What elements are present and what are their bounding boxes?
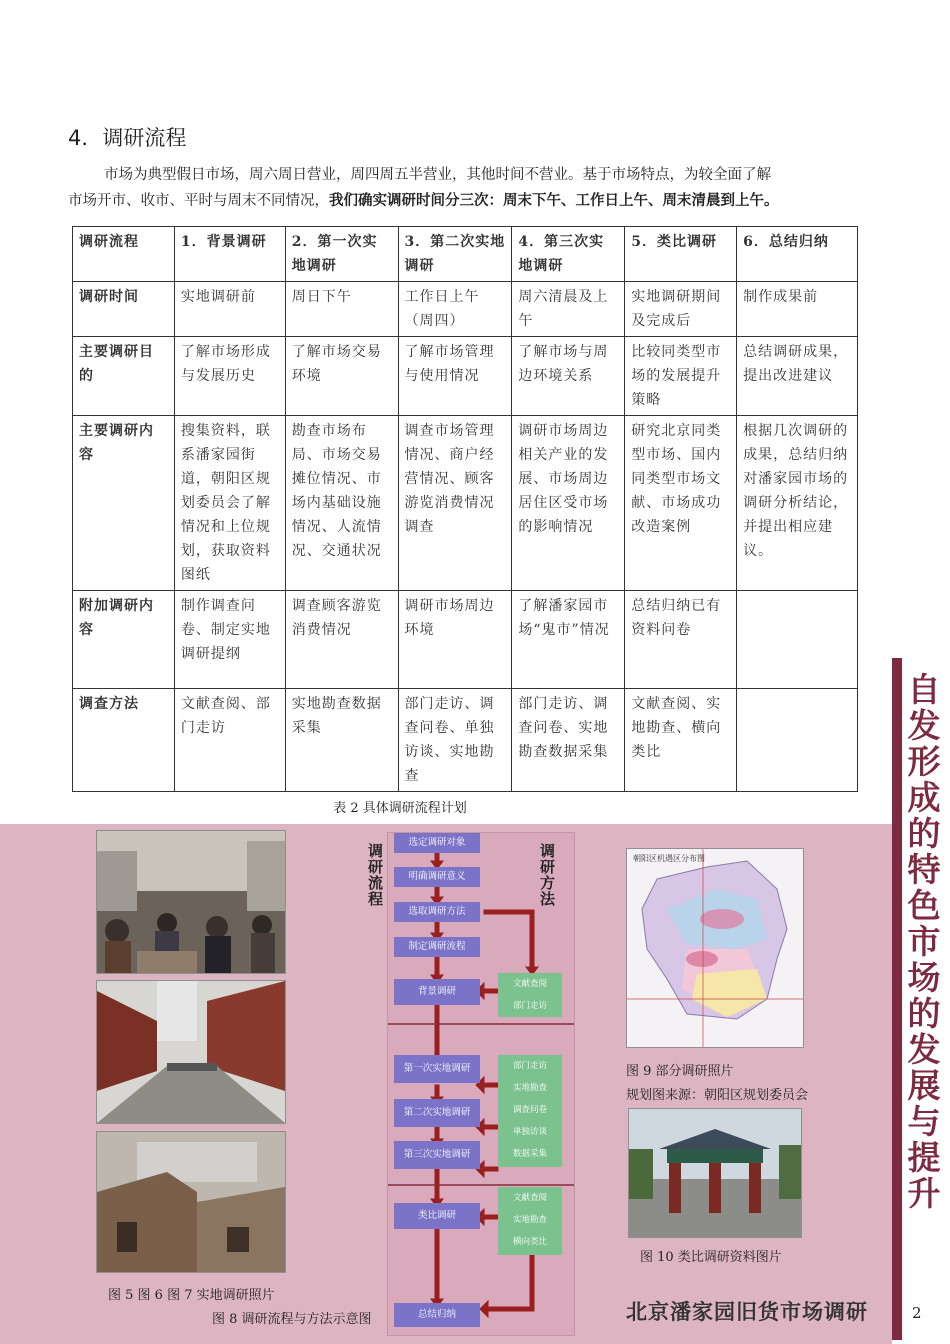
table-cell: 调研市场周边相关产业的发展、市场周边居住区受市场的影响情况 <box>512 416 625 591</box>
table-cell: 了解市场交易环境 <box>285 337 398 416</box>
flow-left-label: 调研流程 <box>368 842 384 908</box>
photo-market-crowd <box>96 830 286 974</box>
table-cell: 周日下午 <box>285 282 398 337</box>
row-label: 主要调研内容 <box>73 416 175 591</box>
flow-step-clarify-meaning: 明确调研意义 <box>394 867 480 887</box>
footer-title: 北京潘家园旧货市场调研 <box>626 1299 868 1324</box>
table-cell: 文献查阅、实地勘查、横向类比 <box>625 689 737 792</box>
table-row <box>73 282 858 337</box>
table-cell: 总结调研成果，提出改进建议 <box>737 337 858 416</box>
row-label: 主要调研目的 <box>73 337 175 416</box>
table-header-cell: 2．第一次实地调研 <box>285 227 398 282</box>
row-label: 调研时间 <box>73 282 175 337</box>
flow-step-analogy: 类比调研 <box>394 1203 480 1229</box>
flow-step-background: 背景调研 <box>394 979 480 1005</box>
flow-step-make-process: 制定调研流程 <box>394 937 480 957</box>
side-vertical-title: 自发形成的特色市场的发展与提升 <box>907 670 941 1213</box>
table-cell: 制作调查问卷、制定实地调研提纲 <box>174 591 285 689</box>
table-header-cell: 5．类比调研 <box>625 227 737 282</box>
map-title: 朝阳区机遇区分布图 <box>633 854 705 863</box>
research-flow-diagram <box>368 832 575 1336</box>
photo-market-gate <box>628 1108 802 1238</box>
flow-right-label: 调研方法 <box>540 842 556 908</box>
photo-market-street <box>96 980 286 1124</box>
table-cell: 调查顾客游览消费情况 <box>285 591 398 689</box>
method-item: 实地勘查 <box>512 1215 547 1225</box>
method-item: 部门走访 <box>512 1061 547 1071</box>
intro-line-2b: 我们确实调研时间分三次：周末下午、工作日上午、周末清晨到上午。 <box>329 192 779 209</box>
flow-step-field-2: 第二次实地调研 <box>394 1099 480 1127</box>
method-item: 实地勘查 <box>512 1083 547 1093</box>
table-cell: 调研市场周边环境 <box>398 591 512 689</box>
table-cell: 研究北京同类型市场、国内同类型市场文献、市场成功改造案例 <box>625 416 737 591</box>
flow-step-summary: 总结归纳 <box>394 1303 480 1327</box>
table-row <box>73 337 858 416</box>
table-cell: 了解市场形成与发展历史 <box>174 337 285 416</box>
table-cell: 勘查市场布局、市场交易摊位情况、市场内基础设施情况、人流情况、交通状况 <box>285 416 398 591</box>
table-cell <box>737 689 858 792</box>
table-cell: 实地勘查数据采集 <box>285 689 398 792</box>
table-cell: 调查市场管理情况、商户经营情况、顾客游览消费情况调查 <box>398 416 512 591</box>
flow-step-choose-method: 选取调研方法 <box>394 902 480 922</box>
method-item: 文献查阅 <box>512 979 547 989</box>
table-header-row <box>73 227 858 282</box>
table-cell: 比较同类型市场的发展提升策略 <box>625 337 737 416</box>
method-item: 部门走访 <box>512 1001 547 1011</box>
method-item: 数据采集 <box>512 1149 547 1159</box>
method-item: 单独访谈 <box>512 1127 547 1137</box>
table-cell: 了解市场管理与使用情况 <box>398 337 512 416</box>
flow-step-field-3: 第三次实地调研 <box>394 1141 480 1169</box>
table-cell: 了解市场与周边环境关系 <box>512 337 625 416</box>
method-box-analogy <box>498 1187 562 1255</box>
intro-paragraph <box>68 162 888 214</box>
table-cell: 工作日上午（周四） <box>398 282 512 337</box>
map-chaoyang-district <box>626 848 804 1048</box>
method-item: 横向类比 <box>512 1237 547 1247</box>
intro-line-1: 市场为典型假日市场，周六周日营业，周四周五半营业，其他时间不营业。基于市场特点，为较全面了解 <box>104 167 771 183</box>
table-cell: 制作成果前 <box>737 282 858 337</box>
table-cell: 部门走访、调查问卷、单独访谈、实地勘查 <box>398 689 512 792</box>
photo-old-houses <box>96 1131 286 1273</box>
table-cell: 文献查阅、部门走访 <box>174 689 285 792</box>
row-label: 附加调研内容 <box>73 591 175 689</box>
caption-photos-5-7: 图 5 图 6 图 7 实地调研照片 <box>108 1288 275 1303</box>
caption-fig10: 图 10 类比调研资料图片 <box>640 1250 782 1265</box>
method-box-field <box>498 1055 562 1167</box>
table-cell: 根据几次调研的成果，总结归纳对潘家园市场的调研分析结论，并提出相应建议。 <box>737 416 858 591</box>
table-cell: 了解潘家园市场“鬼市”情况 <box>512 591 625 689</box>
table-row <box>73 416 858 591</box>
caption-fig9-source: 规划图来源：朝阳区规划委员会 <box>626 1088 809 1103</box>
research-plan-table <box>72 226 858 792</box>
flow-step-select-object: 选定调研对象 <box>394 833 480 853</box>
table-header-cell: 调研流程 <box>73 227 175 282</box>
table-cell: 周六清晨及上午 <box>512 282 625 337</box>
flow-step-field-1: 第一次实地调研 <box>394 1055 480 1083</box>
table-header-cell: 1．背景调研 <box>174 227 285 282</box>
table-header-cell: 6．总结归纳 <box>737 227 858 282</box>
method-box-background <box>498 973 562 1017</box>
method-item: 调查问卷 <box>512 1105 547 1115</box>
table-cell: 实地调研前 <box>174 282 285 337</box>
caption-fig9: 图 9 部分调研照片 <box>626 1064 734 1079</box>
table-header-cell: 3．第二次实地调研 <box>398 227 512 282</box>
table-cell: 总结归纳已有资料问卷 <box>625 591 737 689</box>
table-row <box>73 591 858 689</box>
table-cell: 部门走访、调查问卷、实地勘查数据采集 <box>512 689 625 792</box>
table-row <box>73 689 858 792</box>
row-label: 调查方法 <box>73 689 175 792</box>
table-caption: 表 2 具体调研流程计划 <box>333 801 467 816</box>
table-cell: 搜集资料，联系潘家园街道，朝阳区规划委员会了解情况和上位规划，获取资料图纸 <box>174 416 285 591</box>
method-item: 文献查阅 <box>512 1193 547 1203</box>
table-cell <box>737 591 858 689</box>
section-title: 4．调研流程 <box>68 126 187 150</box>
intro-line-2a: 市场开市、收市、平时与周末不同情况， <box>68 193 329 209</box>
side-accent-bar <box>892 658 902 1340</box>
page-number: 2 <box>912 1304 922 1322</box>
caption-fig8: 图 8 调研流程与方法示意图 <box>212 1312 372 1327</box>
table-cell: 实地调研期间及完成后 <box>625 282 737 337</box>
table-header-cell: 4．第三次实地调研 <box>512 227 625 282</box>
